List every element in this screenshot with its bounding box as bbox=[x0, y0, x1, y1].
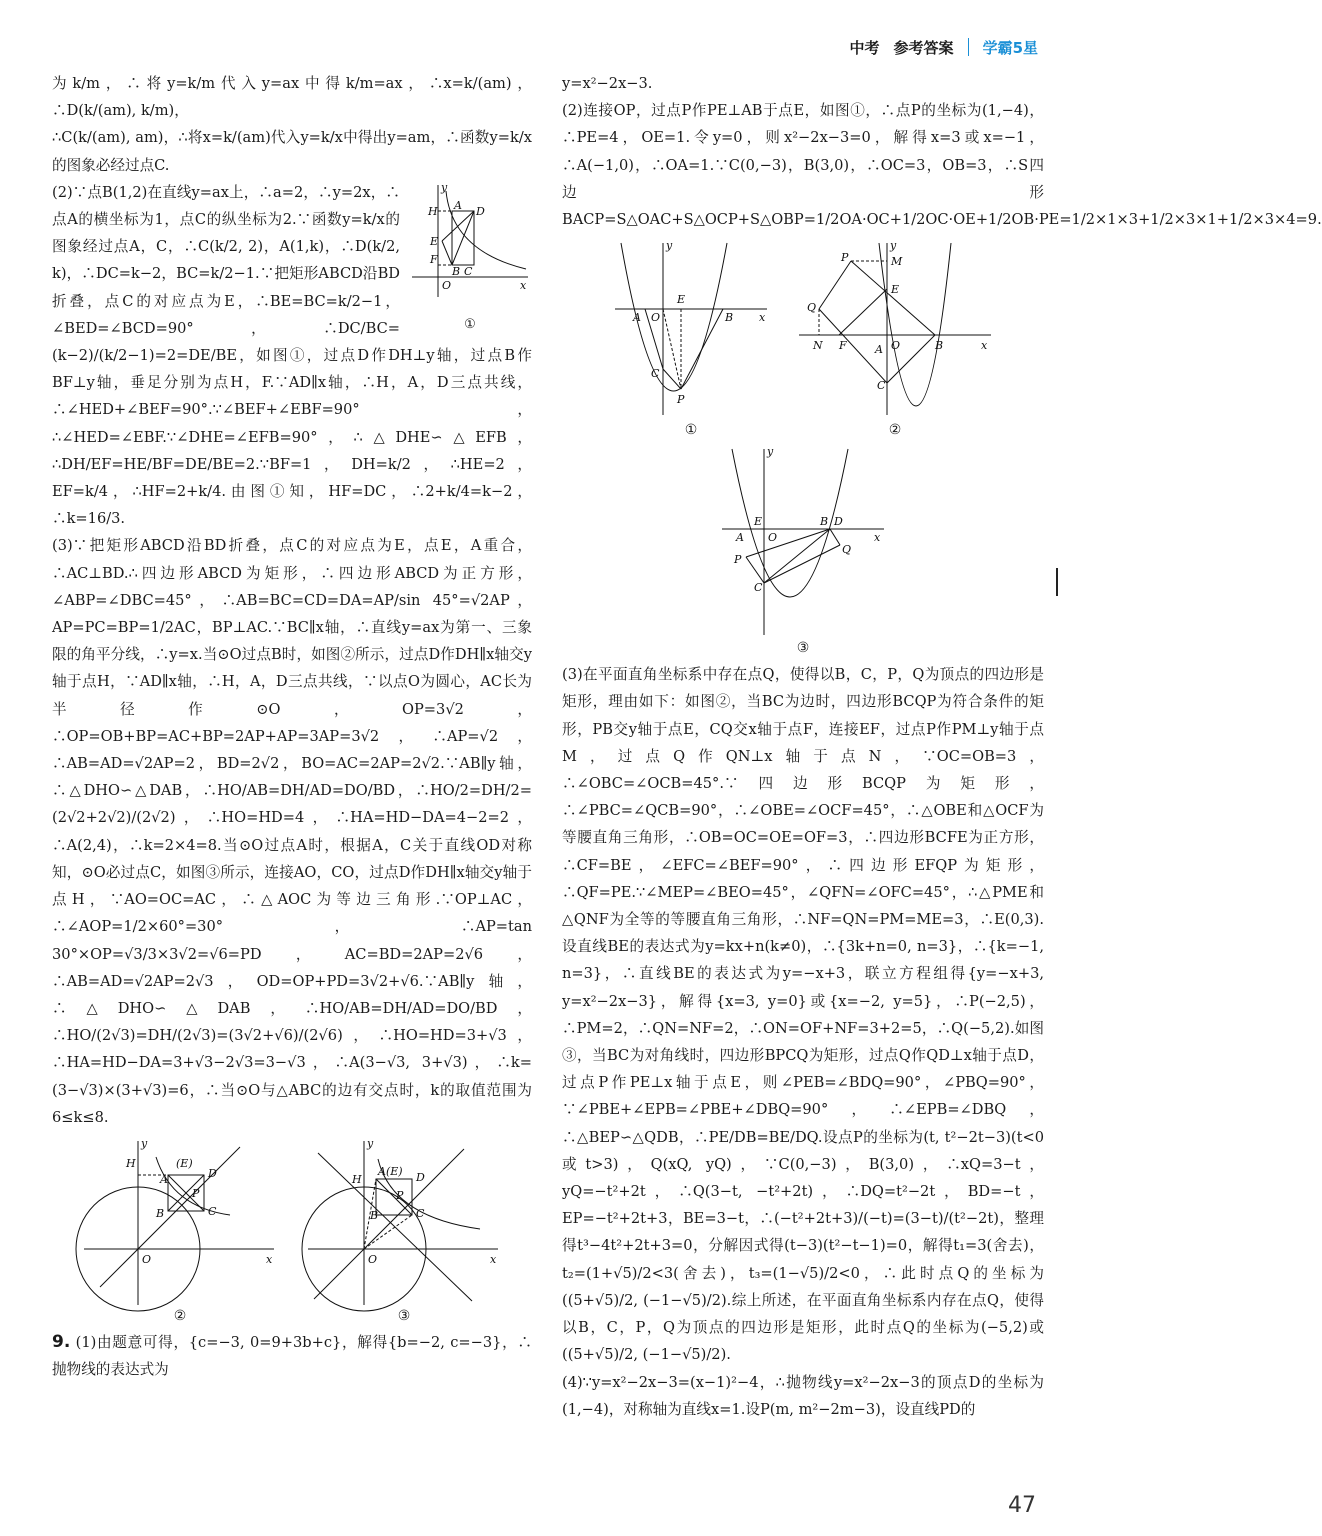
svg-text:D: D bbox=[416, 1170, 425, 1184]
svg-text:C: C bbox=[651, 367, 660, 381]
svg-text:H: H bbox=[352, 1172, 362, 1186]
svg-text:E: E bbox=[677, 293, 686, 307]
figure-2-right-label: ② bbox=[888, 422, 902, 439]
svg-text:H: H bbox=[428, 204, 438, 218]
svg-text:C: C bbox=[208, 1204, 217, 1218]
left-paragraph: 为k/m，∴将y=k/m代入y=ax中得k/m=ax，∴x=k/(am)，∴D(k/(am), k/m)， bbox=[52, 75, 532, 120]
svg-text:N: N bbox=[813, 339, 823, 353]
svg-text:F: F bbox=[430, 252, 438, 266]
page-number: 47 bbox=[1008, 1493, 1036, 1518]
figure-2-right-graphic bbox=[795, 239, 995, 421]
svg-text:x: x bbox=[520, 278, 527, 292]
figure-1-right-label: ① bbox=[684, 422, 698, 439]
figure-1-right-graphic bbox=[611, 239, 771, 421]
header-answer-label: 参考答案 bbox=[893, 38, 954, 57]
svg-text:y: y bbox=[666, 239, 673, 253]
svg-text:x: x bbox=[981, 339, 988, 353]
svg-text:D: D bbox=[208, 1166, 217, 1180]
svg-text:A: A bbox=[736, 531, 744, 545]
svg-text:B: B bbox=[935, 339, 944, 353]
svg-text:E: E bbox=[891, 283, 900, 297]
question-9 bbox=[52, 1329, 532, 1383]
svg-text:E: E bbox=[754, 515, 763, 529]
svg-text:B: B bbox=[725, 311, 734, 325]
figure-3-right bbox=[718, 445, 888, 657]
svg-text:B: B bbox=[370, 1208, 379, 1222]
figure-3-right-label: ③ bbox=[796, 640, 810, 657]
svg-text:O: O bbox=[768, 531, 778, 545]
svg-text:H: H bbox=[126, 1156, 136, 1170]
svg-text:P: P bbox=[396, 1188, 404, 1202]
svg-text:A: A bbox=[875, 343, 883, 357]
svg-text:C: C bbox=[754, 581, 763, 595]
svg-text:A: A bbox=[160, 1172, 168, 1186]
svg-text:D: D bbox=[476, 204, 485, 218]
figure-2-left-label: ② bbox=[173, 1307, 187, 1324]
figure-2-right bbox=[795, 239, 995, 439]
svg-text:C: C bbox=[464, 264, 473, 278]
svg-text:(E): (E) bbox=[176, 1156, 193, 1170]
svg-text:D: D bbox=[834, 515, 843, 529]
svg-text:Q: Q bbox=[842, 543, 852, 557]
figure-3-left bbox=[304, 1137, 504, 1325]
page-header bbox=[850, 34, 1038, 60]
question-9-number: 9. bbox=[52, 1331, 71, 1352]
svg-text:O: O bbox=[368, 1252, 378, 1266]
svg-text:O: O bbox=[891, 339, 901, 353]
header-divider bbox=[968, 38, 969, 56]
figure-3-left-graphic bbox=[304, 1137, 504, 1307]
figure-3-left-label: ③ bbox=[397, 1307, 411, 1324]
svg-text:Q: Q bbox=[807, 301, 817, 315]
figure-1-left-label: ① bbox=[464, 317, 476, 333]
figure-3-right-graphic bbox=[718, 445, 888, 639]
svg-text:P: P bbox=[192, 1186, 200, 1200]
left-paragraph: (2)∵点B(1,2)在直线y=ax上，∴a=2，∴y=2x，∴点A的横坐标为1，点C的纵坐标为2.∵函数y=k/x的图象经过点A，C，∴C(k/2, 2)，A(1,k)，∴D(k/2, k)，∴DC=k−2，BC=k/2−1.∵把矩形ABCD沿BD折叠，点C的对应点为E，∴BE=BC=k/2−1，∠BED=∠BCD=90°，∴DC/BC=(k−2)/(k/2−1)=2=DE/BE，如图①，过点D作DH⊥y轴，过点B作BF⊥y轴，垂足分别为点H，F.∵AD∥x轴，∴H，A，D三点共线，∴∠HED+∠BEF=90°.∵∠BEF+∠EBF=90°，∴∠HED=∠EBF.∵∠DHE=∠EFB=90°，∴△DHE∽△EFB，∴DH/EF=HE/BF=DE/BE=2.∵BF=1，DH=k/2，∴HE=2，EF=k/4，∴HF=2+k/4.由图①知，HF=DC，∴2+k/4=k−2，∴k=16/3. bbox=[52, 183, 532, 528]
svg-text:E: E bbox=[430, 234, 439, 248]
svg-text:y: y bbox=[767, 445, 774, 459]
figure-1-left-graphic bbox=[408, 181, 532, 301]
left-paragraph: (3)∵把矩形ABCD沿BD折叠，点C的对应点为E，点E，A重合，∴AC⊥BD.∴四边形ABCD为矩形，∴四边形ABCD为正方形，∠ABP=∠DBC=45°，∴AB=BC=CD=DA=AP/sin 45°=√2AP，AP=PC=BP=1/2AC，BP⊥AC.∵BC∥x轴，∴直线y=ax为第一、三象限的角平分线，∴y=x.当⊙O过点B时，如图②所示，过点D作DH∥x轴交y轴于点H，∵AD∥x轴，∴H，A，D三点共线，∵以点O为圆心，AC长为半径作⊙O，OP=3√2，∴OP=OB+BP=AC+BP=2AP+AP=3AP=3√2，∴AP=√2，∴AB=AD=√2AP=2，BD=2√2，BO=AC=2AP=2√2.∵AB∥y轴，∴△DHO∽△DAB，∴HO/AB=DH/AD=DO/BD，∴HO/2=DH/2=(2√2+2√2)/(2√2)，∴HO=HD=4，∴HA=HD−DA=4−2=2，∴A(2,4)，∴k=2×4=8.当⊙O过点A时，根据A，C关于直线OD对称知，⊙O必过点C，如图③所示，连接AO，CO，过点D作DH∥x轴交y轴于点H，∵AO=OC=AC，∴△AOC为等边三角形.∵OP⊥AC，∴∠AOP=1/2×60°=30°，∴AP=tan 30°×OP=√3/3×3√2=√6=PD，AC=BD=2AP=2√6，∴AB=AD=√2AP=2√3，OD=OP+PD=3√2+√6.∵AB∥y轴，∴△DHO∽△DAB，∴HO/AB=DH/AD=DO/BD，∴HO/(2√3)=DH/(2√3)=(3√2+√6)/(2√6)，∴HO=HD=3+√3，∴HA=HD−DA=3+√3−2√3=3−√3，∴A(3−√3, 3+√3)，∴k=(3−√3)×(3+√3)=6，∴当⊙O与△ABC的边有交点时，k的取值范围为6≤k≤8. bbox=[52, 537, 532, 1126]
svg-text:x: x bbox=[490, 1252, 497, 1266]
right-figure-3-row bbox=[562, 445, 1044, 657]
svg-text:y: y bbox=[367, 1136, 374, 1150]
svg-text:P: P bbox=[841, 251, 849, 265]
svg-text:B: B bbox=[452, 264, 461, 278]
figure-2-left bbox=[80, 1137, 280, 1325]
right-paragraph: (2)连接OP，过点P作PE⊥AB于点E，如图①，∴点P的坐标为(1,−4)，∴PE=4，OE=1.令y=0，则x²−2x−3=0，解得x=3或x=−1，∴A(−1,0)，∴OA=1.∵C(0,−3)，B(3,0)，∴OC=3，OB=3，∴S四边形BACP=S△OAC+S△OCP+S△OBP=1/2OA·OC+1/2OC·OE+1/2OB·PE=1/2×1×3+1/2×3×1+1/2×3×4=9. bbox=[562, 102, 1322, 229]
svg-text:P: P bbox=[677, 393, 685, 407]
svg-text:y: y bbox=[141, 1136, 148, 1150]
right-paragraph: (4)∵y=x²−2x−3=(x−1)²−4，∴抛物线y=x²−2x−3的顶点D的坐标为(1,−4)，对称轴为直线x=1.设P(m, m²−2m−3)，设直线PD的 bbox=[562, 1373, 1044, 1418]
svg-text:A: A bbox=[633, 311, 641, 325]
svg-text:C: C bbox=[877, 379, 886, 393]
right-paragraph: y=x²−2x−3. bbox=[562, 75, 653, 92]
svg-text:P: P bbox=[734, 553, 742, 567]
svg-text:F: F bbox=[839, 339, 847, 353]
svg-text:M: M bbox=[891, 255, 903, 269]
left-figures-2-3 bbox=[52, 1137, 532, 1325]
svg-text:A: A bbox=[454, 198, 462, 212]
svg-text:y: y bbox=[441, 180, 448, 194]
svg-text:x: x bbox=[759, 311, 766, 325]
svg-text:y: y bbox=[890, 239, 897, 253]
svg-text:O: O bbox=[442, 278, 452, 292]
svg-text:x: x bbox=[874, 531, 881, 545]
margin-mark bbox=[1056, 568, 1058, 596]
svg-text:B: B bbox=[156, 1206, 165, 1220]
header-brand-logo: 学霸5星 bbox=[982, 38, 1038, 57]
svg-text:A(E): A(E) bbox=[378, 1164, 403, 1178]
header-exam-label: 中考 bbox=[849, 38, 880, 57]
svg-text:O: O bbox=[651, 311, 661, 325]
left-column bbox=[52, 70, 532, 1383]
figure-1-right bbox=[611, 239, 771, 439]
svg-text:x: x bbox=[266, 1252, 273, 1266]
figure-2-left-graphic bbox=[80, 1137, 280, 1307]
right-figures-1-2 bbox=[562, 239, 1044, 439]
svg-text:B: B bbox=[820, 515, 829, 529]
figure-1-left bbox=[408, 181, 532, 338]
right-column bbox=[562, 70, 1322, 1423]
question-9-text: (1)由题意可得，{c=−3, 0=9+3b+c}，解得{b=−2, c=−3}，∴抛物线的表达式为 bbox=[52, 1333, 532, 1379]
svg-text:O: O bbox=[142, 1252, 152, 1266]
svg-text:C: C bbox=[416, 1206, 425, 1220]
left-paragraph: ∴C(k/(am), am)，∴将x=k/(am)代入y=k/x中得出y=am，∴函数y=k/x的图象必经过点C. bbox=[52, 129, 532, 174]
right-paragraph: (3)在平面直角坐标系中存在点Q，使得以B，C，P，Q为顶点的四边形是矩形，理由如下：如图②，当BC为边时，四边形BCQP为符合条件的矩形，PB交y轴于点E，CQ交x轴于点F，连接EF，过点P作PM⊥y轴于点M，过点Q作QN⊥x轴于点N，∵OC=OB=3，∴∠OBC=∠OCB=45°.∵四边形BCQP为矩形，∴∠PBC=∠QCB=90°，∴∠OBE=∠OCF=45°，∴△OBE和△OCF为等腰直角三角形，∴OB=OC=OE=OF=3，∴四边形BCFE为正方形，∴CF=BE，∠EFC=∠BEF=90°，∴四边形EFQP为矩形，∴QF=PE.∵∠MEP=∠BEO=45°，∠QFN=∠OFC=45°，∴△PME和△QNF为全等的等腰直角三角形，∴NF=QN=PM=ME=3，∴E(0,3).设直线BE的表达式为y=kx+n(k≠0)，∴{3k+n=0, n=3}，∴{k=−1, n=3}，∴直线BE的表达式为y=−x+3，联立方程组得{y=−x+3, y=x²−2x−3}，解得{x=3, y=0}或{x=−2, y=5}，∴P(−2,5)，∴PM=2，∴QN=NF=2，∴ON=OF+NF=3+2=5，∴Q(−5,2).如图③，当BC为对角线时，四边形BPCQ为矩形，过点Q作QD⊥x轴于点D，过点P作PE⊥x轴于点E，则∠PEB=∠BDQ=90°，∠PBQ=90°，∵∠PBE+∠EPB=∠PBE+∠DBQ=90°，∴∠EPB=∠DBQ，∴△BEP∽△QDB，∴PE/DB=BE/DQ.设点P的坐标为(t, t²−2t−3)(t<0或t>3)，Q(xQ, yQ)，∵C(0,−3)，B(3,0)，∴xQ=3−t，yQ=−t²+2t，∴Q(3−t, −t²+2t)，∴DQ=t²−2t，BD=−t，EP=−t²+2t+3，BE=3−t，∴(−t²+2t+3)/(−t)=(3−t)/(t²−2t)，整理得t³−4t²+2t+3=0，分解因式得(t−3)(t²−t−1)=0，解得t₁=3(舍去)，t₂=(1+√5)/2<3(舍去)，t₃=(1−√5)/2<0，∴此时点Q的坐标为((5+√5)/2, (−1−√5)/2).综上所述，在平面直角坐标系内存在点Q，使得以B，C，P，Q为顶点的四边形是矩形，此时点Q的坐标为(−5,2)或((5+√5)/2, (−1−√5)/2). bbox=[562, 666, 1044, 1364]
